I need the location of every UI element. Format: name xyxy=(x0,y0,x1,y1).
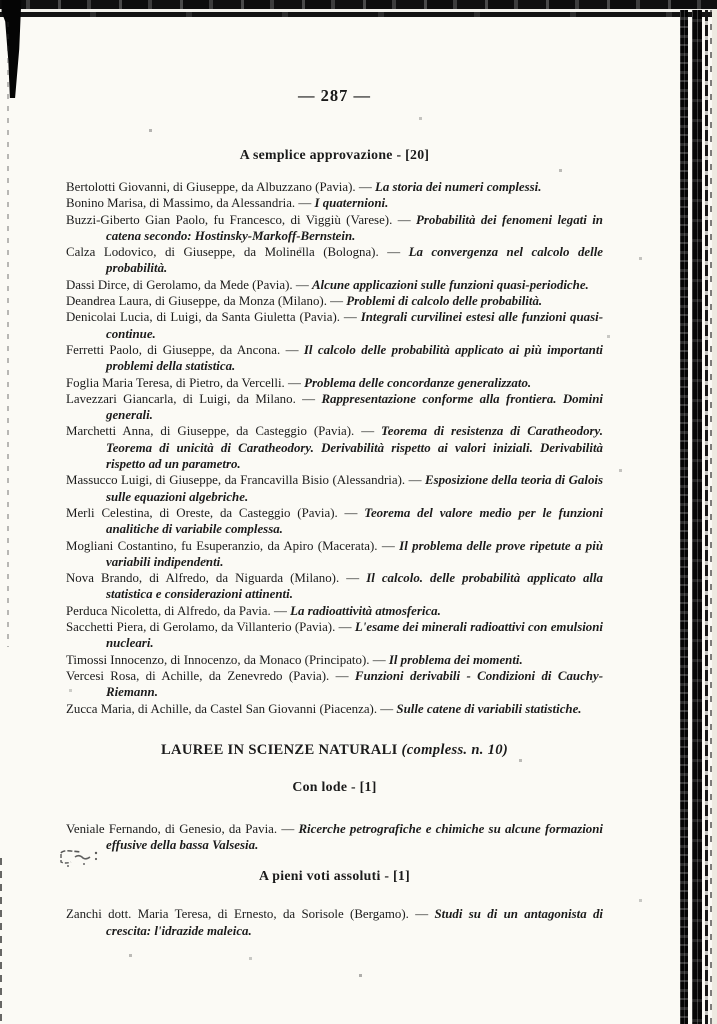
entry-separator-dash: — xyxy=(408,907,435,922)
entry-separator-dash: — xyxy=(355,180,375,194)
thesis-title: Il calcolo delle probabilità applicato ai più importanti problemi della statistica. xyxy=(106,342,604,374)
graduate-name: Calza Lodovico, di Giuseppe, da Molinella (Bologna). xyxy=(66,245,379,260)
entry-separator-dash: — xyxy=(339,310,361,325)
thesis-title: Integrali curvilinei estesi alle funzioni quasi-continue. xyxy=(106,310,603,341)
graduate-entry xyxy=(66,505,603,538)
graduate-name: Timossi Innocenzo, di Innocenzo, da Monaco (Principato). xyxy=(66,652,370,667)
top-edge-line xyxy=(0,12,717,17)
graduate-entry xyxy=(66,701,603,717)
graduate-name: Lavezzari Giancarla, di Luigi, da Milano. xyxy=(66,391,296,406)
section-heading-text: Con lode - [1] xyxy=(292,778,377,794)
graduate-name: Zucca Maria, di Achille, da Castel San Giovanni (Piacenza). xyxy=(66,701,378,716)
graduate-name: Perduca Nicoletta, di Alfredo, da Pavia. xyxy=(66,603,271,618)
page-right-edge xyxy=(712,10,717,1024)
graduate-entry xyxy=(66,906,603,939)
graduate-entry xyxy=(66,277,603,293)
section-heading xyxy=(66,779,603,795)
graduate-entries-list xyxy=(66,821,603,854)
graduate-entry xyxy=(66,423,603,472)
entry-separator-dash: — xyxy=(292,277,312,292)
entry-separator-dash: — xyxy=(280,342,304,357)
entry-separator-dash: — xyxy=(326,294,347,309)
graduate-name: Denicolai Lucia, di Luigi, da Santa Giuletta (Pavia). xyxy=(66,310,340,325)
thesis-title: L'esame dei minerali radioattivi con emulsioni nucleari. xyxy=(106,620,603,651)
graduate-name: Buzzi-Giberto Gian Paolo, fu Francesco, di Viggiù (Varese). xyxy=(66,212,393,227)
graduate-name: Merli Celestina, di Oreste, da Casteggio (Pavia). xyxy=(66,505,338,520)
graduate-name: Bonino Marisa, di Massimo, da Alessandria. xyxy=(66,196,296,211)
page-number: — 287 — xyxy=(298,86,371,105)
graduate-name: Dassi Dirce, di Gerolamo, da Mede (Pavia). xyxy=(66,277,293,292)
entry-separator-dash: — xyxy=(277,821,299,836)
graduate-entry xyxy=(66,342,603,375)
degree-section xyxy=(66,868,603,939)
thesis-title: Problemi di calcolo delle probabilità. xyxy=(346,294,543,309)
thesis-title: Sulle catene di variabili statistiche. xyxy=(396,701,582,716)
graduate-entry xyxy=(66,375,603,391)
graduate-name: Deandrea Laura, di Giuseppe, da Monza (Milano). xyxy=(66,294,327,309)
degree-section xyxy=(66,742,603,759)
binding-stripe xyxy=(692,10,702,1024)
graduate-entries-list xyxy=(66,179,603,717)
thesis-title: Il problema dei momenti. xyxy=(388,652,523,667)
thesis-title: Rappresentazione conforme alla frontiera. Domini generali. xyxy=(106,391,603,423)
thesis-title: Ricerche petrografiche e chimiche su alcune formazioni effusive della bassa Valsesia. xyxy=(106,821,603,853)
graduate-name: Sacchetti Piera, di Gerolamo, da Villanterio (Pavia). xyxy=(66,620,336,635)
section-heading xyxy=(66,742,603,759)
entry-separator-dash: — xyxy=(392,212,416,227)
graduate-entry xyxy=(66,293,603,309)
section-heading-italic-note: (compless. n. 10) xyxy=(397,741,508,758)
graduate-name: Foglia Maria Teresa, di Pietro, da Vercelli. xyxy=(66,375,285,390)
entry-separator-dash: — xyxy=(295,196,315,211)
section-heading-text: LAUREE IN SCIENZE NATURALI xyxy=(160,741,398,758)
entry-separator-dash: — xyxy=(405,473,426,488)
graduate-name: Ferretti Paolo, di Giuseppe, da Ancona. xyxy=(66,342,281,357)
graduate-entry xyxy=(66,619,603,652)
thesis-title: Probabilità dei fenomeni legati in catena secondo: Hostinsky-Markoff-Bernstein. xyxy=(106,212,603,243)
graduate-name: Mogliani Costantino, fu Esuperanzio, da Apiro (Macerata). xyxy=(66,538,378,553)
graduate-name: Bertolotti Giovanni, di Giuseppe, da Albuzzano (Pavia). xyxy=(66,180,356,194)
entry-separator-dash: — xyxy=(284,375,305,390)
graduate-name: Marchetti Anna, di Giuseppe, da Casteggio (Pavia). xyxy=(66,424,355,439)
graduate-entry xyxy=(66,538,603,571)
graduate-entry xyxy=(66,472,603,505)
graduate-entry xyxy=(66,309,603,342)
thesis-title: Problema delle concordanze generalizzato. xyxy=(304,375,532,390)
section-heading xyxy=(66,868,603,884)
graduate-name: Massucco Luigi, di Giuseppe, da Francavilla Bisio (Alessandria). xyxy=(66,473,406,488)
graduate-name: Veniale Fernando, di Genesio, da Pavia. xyxy=(66,821,278,836)
graduate-entries-list xyxy=(66,906,603,939)
thesis-title: Esposizione della teoria di Galois sulle equazioni algebriche. xyxy=(106,473,603,504)
section-heading xyxy=(66,147,603,163)
graduate-name: Zanchi dott. Maria Teresa, di Ernesto, da Sorisole (Bergamo). xyxy=(66,907,409,922)
graduate-entry xyxy=(66,668,603,701)
section-heading-text: A pieni voti assoluti - [1] xyxy=(258,868,411,884)
top-edge-shadow xyxy=(0,0,717,9)
thesis-title: La convergenza nel calcolo delle probabilità. xyxy=(106,245,603,276)
left-bleed-through-line xyxy=(7,22,9,647)
degree-section xyxy=(66,147,603,717)
page-content xyxy=(66,86,603,939)
thesis-title: Alcune applicazioni sulle funzioni quasi-periodiche. xyxy=(311,277,589,292)
left-bottom-edge-mark xyxy=(0,858,2,1024)
graduate-entry xyxy=(66,652,603,668)
thesis-title: Il problema delle prove ripetute a più variabili indipendenti. xyxy=(106,538,603,569)
entry-separator-dash: — xyxy=(295,391,322,406)
entry-separator-dash: — xyxy=(339,571,367,586)
graduate-name: Vercesi Rosa, di Achille, da Zenevredo (Pavia). xyxy=(66,668,330,683)
thesis-title: Studi su di un antagonista di crescita: l'idrazide maleica. xyxy=(106,907,603,938)
binding-stripe xyxy=(680,10,688,1024)
entry-separator-dash: — xyxy=(369,652,389,667)
binding-stripe xyxy=(705,10,708,1024)
thesis-title: I quaternioni. xyxy=(314,196,389,211)
entry-separator-dash: — xyxy=(377,701,397,716)
graduate-entry xyxy=(66,603,603,619)
graduate-entry xyxy=(66,195,603,211)
thesis-title: La radioattività atmosferica. xyxy=(290,603,441,618)
entry-separator-dash: — xyxy=(270,603,291,618)
thesis-title: Teorema del valore medio per le funzioni analitiche di variabile complessa. xyxy=(106,505,603,537)
graduate-entry xyxy=(66,179,603,195)
graduate-entry xyxy=(66,244,603,277)
entry-separator-dash: — xyxy=(354,424,382,439)
graduate-name: Nova Brando, di Alfredo, da Niguarda (Milano). xyxy=(66,571,340,586)
degree-section xyxy=(66,779,603,854)
thesis-title: La storia dei numeri complessi. xyxy=(374,180,542,194)
entry-separator-dash: — xyxy=(378,245,409,260)
entry-separator-dash: — xyxy=(335,620,355,635)
entry-separator-dash: — xyxy=(377,538,400,553)
thesis-title: Funzioni derivabili - Condizioni di Cauchy-Riemann. xyxy=(106,668,603,700)
entry-separator-dash: — xyxy=(329,668,355,683)
graduate-entry xyxy=(66,391,603,424)
thesis-title: Il calcolo. delle probabilità applicato alla statistica e considerazioni attinenti. xyxy=(106,571,604,602)
graduate-entry xyxy=(66,570,603,603)
sections-container xyxy=(66,147,603,939)
graduate-entry xyxy=(66,212,603,245)
entry-separator-dash: — xyxy=(337,505,365,520)
section-heading-text: A semplice approvazione - [20] xyxy=(239,147,430,162)
thesis-title: Teorema di resistenza di Caratheodory. Teorema di unicità di Caratheodory. Derivabilità rispetto ai valori iniziali. Derivabilità rispetto ad un parametro. xyxy=(106,424,603,472)
scan-noise-speckles xyxy=(0,0,1,1)
graduate-entry xyxy=(66,821,603,854)
